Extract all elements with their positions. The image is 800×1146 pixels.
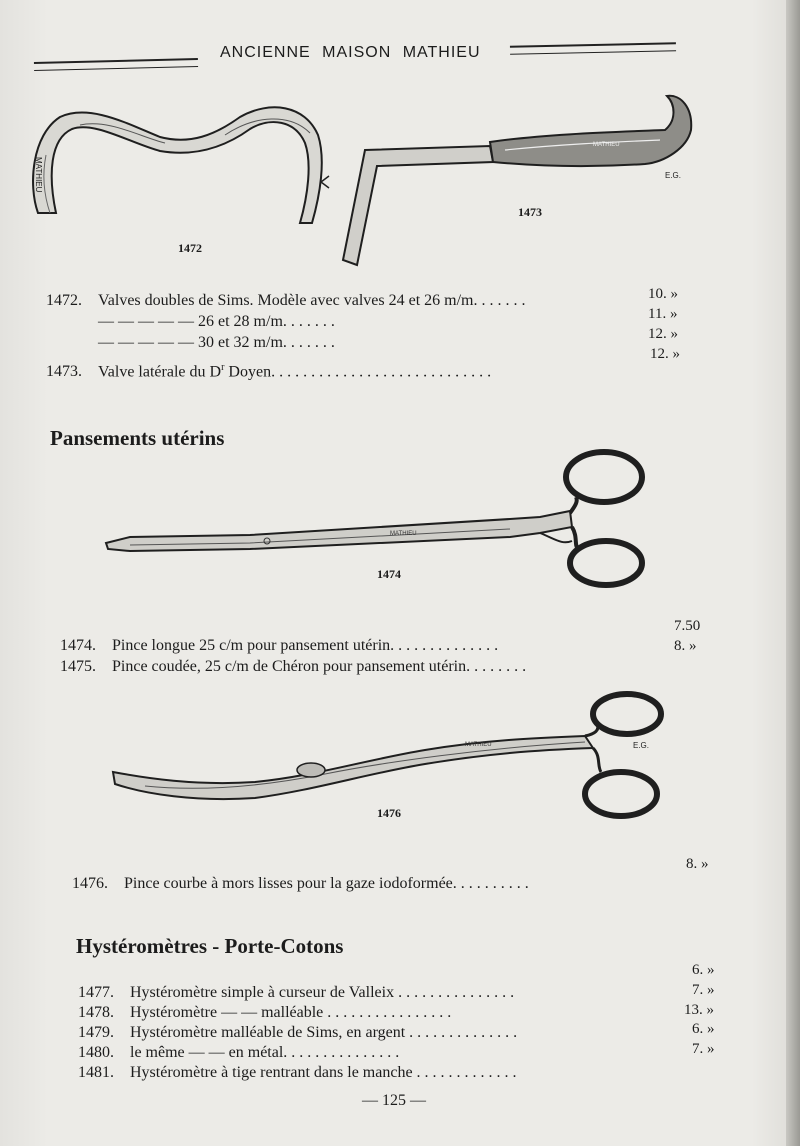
header-title: ANCIENNE MAISON MATHIEU: [220, 44, 481, 61]
figure-1474: [100, 445, 660, 585]
engraving-mathieu: MATHIEU: [34, 157, 43, 193]
header-rule-left: [34, 58, 198, 71]
entry-1472: 1472. Valves doubles de Sims. Modèle avec valves 24 et 26 m/m. . . . . . .: [46, 292, 526, 309]
price-1472-variant-3: 12. »: [648, 326, 678, 342]
price-1476: 8. »: [686, 856, 709, 872]
entry-1476: 1476. Pince courbe à mors lisses pour la gaze iodoformée. . . . . . . . . .: [72, 875, 529, 892]
entry-1474: 1474. Pince longue 25 c/m pour pansement utérin. . . . . . . . . . . . . .: [60, 637, 499, 654]
price-1472: 10. »: [648, 286, 678, 302]
entry-1475: 1475. Pince coudée, 25 c/m de Chéron pour pansement utérin. . . . . . . .: [60, 658, 527, 675]
section-heading-pansements: Pansements utérins: [50, 426, 225, 450]
price-1480: 6. »: [692, 1021, 715, 1037]
engraver-mark: E.G.: [633, 741, 650, 750]
header-rule-right: [510, 42, 676, 54]
page-header: [30, 40, 680, 80]
entry-1481: 1481. Hystéromètre à tige rentrant dans le manche . . . . . . . . . . . . .: [78, 1064, 517, 1081]
engraver-mark: E.G.: [665, 171, 682, 180]
price-1472-variant-2: 11. »: [648, 306, 678, 322]
price-1474: 7.50: [674, 618, 701, 634]
price-1479: 13. »: [684, 1002, 714, 1018]
price-1478: 7. »: [692, 982, 715, 998]
entry-1480: 1480. le même — — en métal. . . . . . . . . . . . . . .: [78, 1044, 400, 1061]
engraving-mathieu: MATHIEU: [390, 531, 417, 537]
figure-caption-1472: 1472: [178, 241, 202, 255]
figure-1473: [315, 90, 705, 275]
price-1481: 7. »: [692, 1041, 715, 1057]
doyen-valve-illustration: [315, 90, 705, 275]
figure-1476: [105, 690, 670, 830]
page-edge-shadow: [786, 0, 800, 1146]
price-1473: 12. »: [650, 346, 680, 362]
sims-speculum-illustration: [20, 95, 350, 235]
section-heading-hysterometres: Hystéromètres - Porte-Cotons: [76, 934, 344, 958]
engraving-mathieu: MATHIEU: [465, 742, 492, 748]
figure-caption-1476: 1476: [377, 806, 401, 820]
entry-1478: 1478. Hystéromètre — — malléable . . . . . . . . . . . . . . . .: [78, 1004, 452, 1021]
entry-1479: 1479. Hystéromètre malléable de Sims, en argent . . . . . . . . . . . . . .: [78, 1024, 518, 1041]
entry-1477: 1477. Hystéromètre simple à curseur de Valleix . . . . . . . . . . . . . . .: [78, 984, 515, 1001]
entry-1472-variant-2: — — — — — 26 et 28 m/m. . . . . . .: [98, 313, 335, 330]
page-number: — 125 —: [362, 1092, 426, 1109]
price-1477: 6. »: [692, 962, 715, 978]
figure-caption-1474: 1474: [377, 567, 401, 581]
engraving-mathieu: MATHIEU: [593, 142, 620, 148]
figure-1472: [20, 95, 350, 265]
price-1475: 8. »: [674, 638, 697, 654]
entry-1472-variant-3: — — — — — 30 et 32 m/m. . . . . . .: [98, 334, 335, 351]
figure-caption-1473: 1473: [518, 205, 542, 219]
entry-1473: 1473. Valve latérale du $D^r$ Doyen. . . . . . . . . . . . . . . . . . . . . . . . . . . .: [46, 362, 492, 381]
